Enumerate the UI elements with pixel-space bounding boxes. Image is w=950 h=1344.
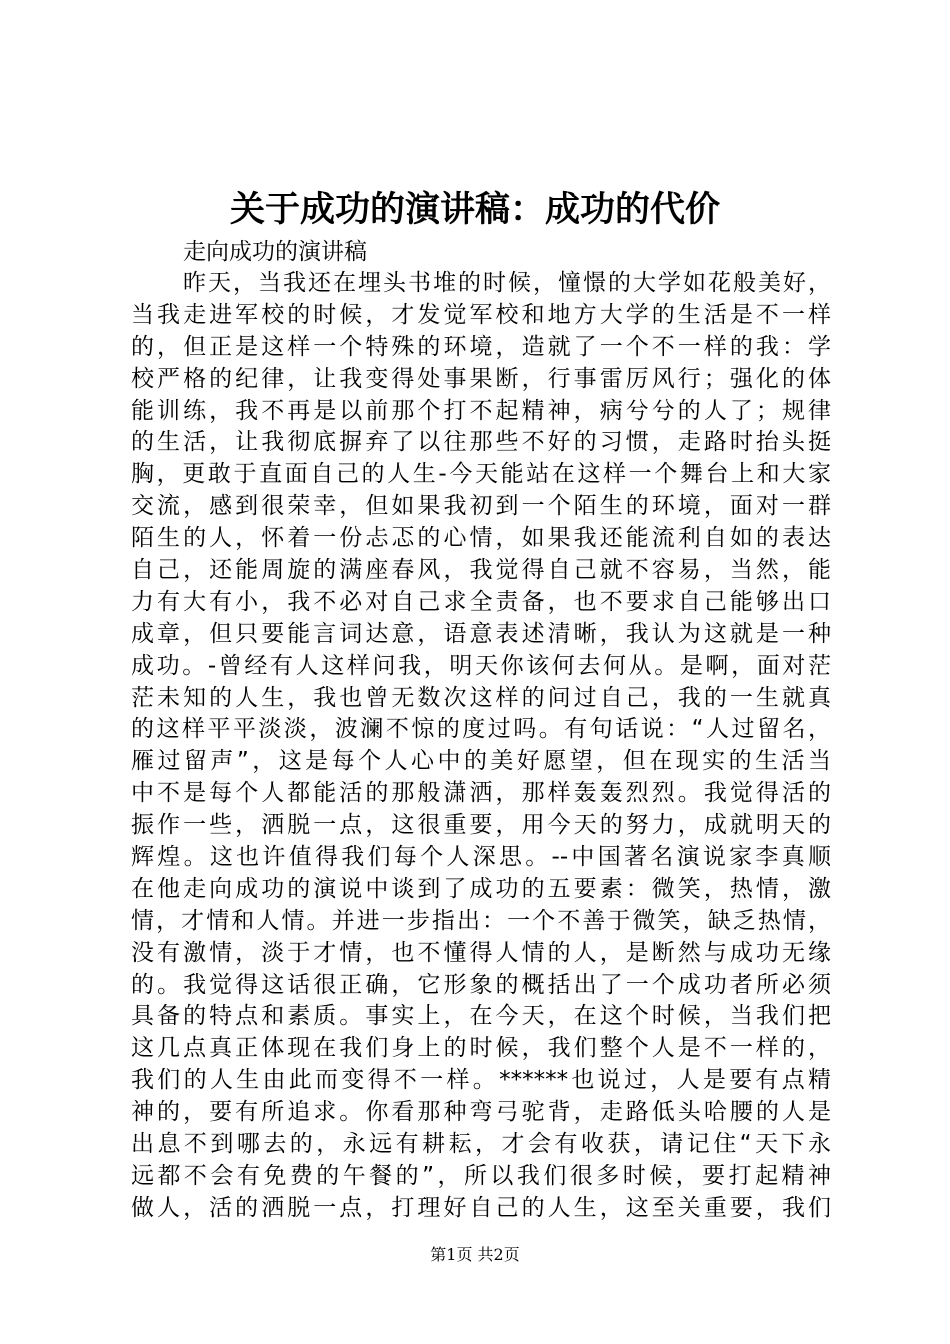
body-line: 的生活，让我彻底摒弃了以往那些不好的习惯，走路时抬头挺	[131, 429, 831, 456]
body-line: 神的，要有所追求。你看那种弯弓驼背，走路低头哈腰的人是	[131, 1099, 831, 1126]
body-line: 成功。-曾经有人这样问我，明天你该何去何从。是啊，面对茫	[131, 652, 831, 679]
document-subtitle: 走向成功的演讲稿	[183, 239, 367, 265]
body-line: 出息不到哪去的，永远有耕耘，才会有收获，请记住“天下永	[131, 1131, 831, 1158]
body-line: 茫未知的人生，我也曾无数次这样的问过自己，我的一生就真	[131, 684, 831, 711]
body-line: 自己，还能周旋的满座春风，我觉得自己就不容易，当然，能	[131, 557, 831, 584]
body-line: 力有大有小，我不必对自己求全责备，也不要求自己能够出口	[131, 588, 831, 615]
body-line: 的这样平平淡淡，波澜不惊的度过吗。有句话说：“人过留名，	[131, 716, 831, 743]
body-line: 成章，但只要能言词达意，语意表述清晰，我认为这就是一种	[131, 620, 831, 647]
body-line: 在他走向成功的演说中谈到了成功的五要素：微笑，热情，激	[131, 875, 831, 902]
body-line: 振作一些，洒脱一点，这很重要，用今天的努力，成就明天的	[131, 812, 831, 839]
body-line: 校严格的纪律，让我变得处事果断，行事雷厉风行；强化的体	[131, 365, 831, 392]
body-line: 的，但正是这样一个特殊的环境，造就了一个不一样的我：学	[131, 333, 831, 360]
body-line: 当我走进军校的时候，才发觉军校和地方大学的生活是不一样	[131, 301, 831, 328]
page-footer: 第1页 共2页	[430, 1245, 520, 1264]
body-line: 我们的人生由此而变得不一样。******也说过，人是要有点精	[131, 1067, 831, 1094]
body-line: 情，才情和人情。并进一步指出：一个不善于微笑，缺乏热情，	[131, 907, 831, 934]
body-line: 辉煌。这也许值得我们每个人深思。--中国著名演说家李真顺	[131, 844, 831, 871]
body-line: 交流，感到很荣幸，但如果我初到一个陌生的环境，面对一群	[131, 493, 831, 520]
body-line: 具备的特点和素质。事实上，在今天，在这个时候，当我们把	[131, 1003, 831, 1030]
body-line: 陌生的人，怀着一份忐忑的心情，如果我还能流利自如的表达	[131, 525, 831, 552]
body-line: 胸，更敢于直面自己的人生-今天能站在这样一个舞台上和大家	[131, 461, 831, 488]
body-line: 昨天，当我还在埋头书堆的时候，憧憬的大学如花般美好，	[183, 270, 831, 296]
body-line: 远都不会有免费的午餐的”，所以我们很多时候，要打起精神	[131, 1162, 831, 1189]
document-title: 关于成功的演讲稿：成功的代价	[229, 189, 720, 230]
body-line: 雁过留声”，这是每个人心中的美好愿望，但在现实的生活当	[131, 748, 831, 775]
body-line: 的。我觉得这话很正确，它形象的概括出了一个成功者所必须	[131, 971, 831, 998]
body-paragraph	[131, 268, 831, 1225]
body-line: 这几点真正体现在我们身上的时候，我们整个人是不一样的，	[131, 1035, 831, 1062]
body-line: 做人，活的洒脱一点，打理好自己的人生，这至关重要，我们	[131, 1194, 831, 1221]
body-line: 中不是每个人都能活的那般潇洒，那样轰轰烈烈。我觉得活的	[131, 780, 831, 807]
body-line: 能训练，我不再是以前那个打不起精神，病兮兮的人了；规律	[131, 397, 831, 424]
body-line: 没有激情，淡于才情，也不懂得人情的人，是断然与成功无缘	[131, 939, 831, 966]
